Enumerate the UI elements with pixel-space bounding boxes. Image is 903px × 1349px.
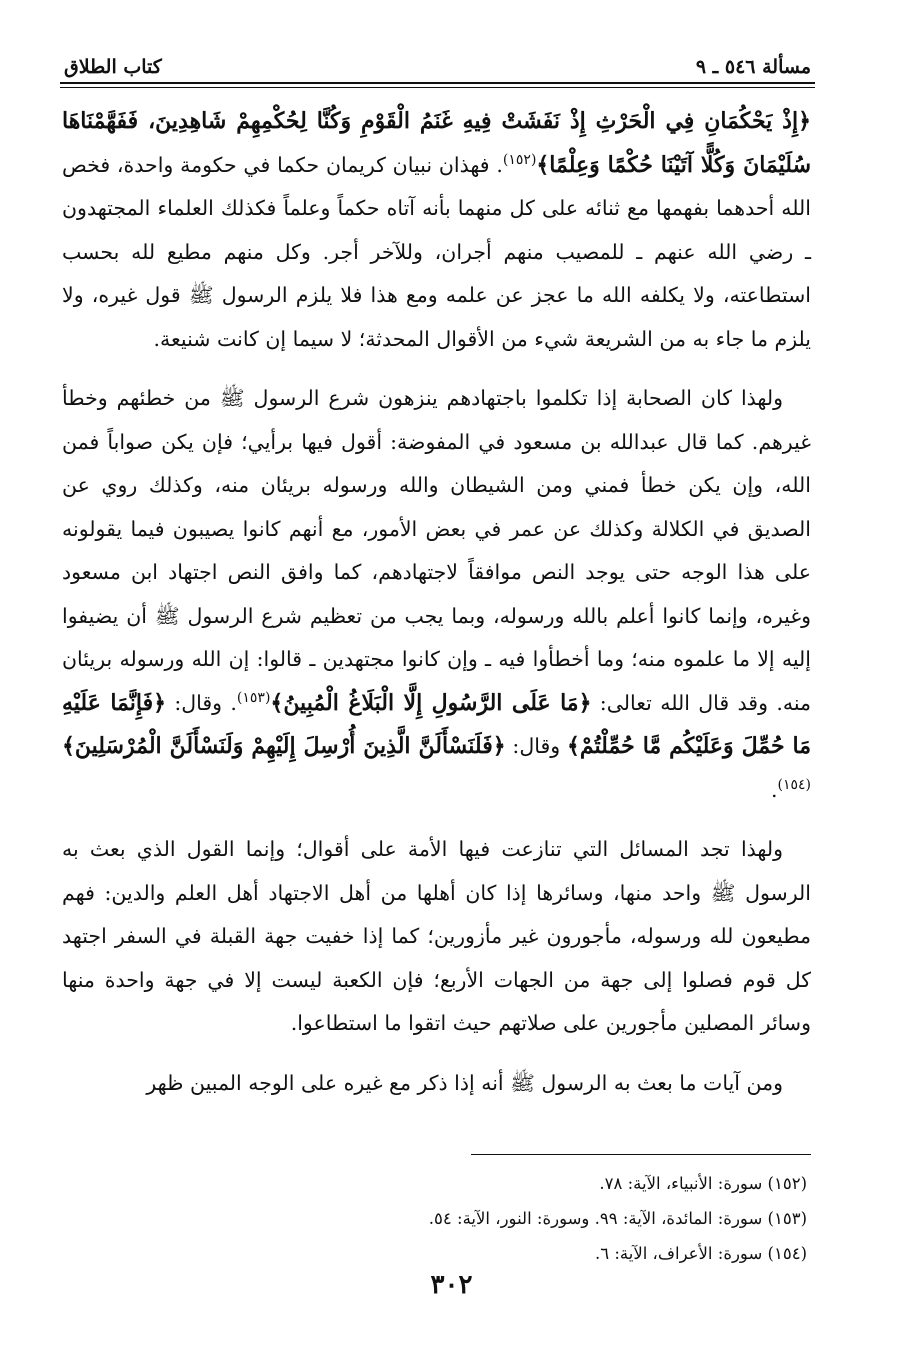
quran-verse: ﴿فَلَنَسْأَلَنَّ الَّذِينَ أُرْسِلَ إِلَيْهِمْ وَلَنَسْأَلَنَّ الْمُرْسَلِينَ﴾	[62, 733, 506, 759]
paragraph-text: وقال:	[505, 734, 567, 758]
running-head	[64, 44, 811, 78]
paragraph-text: .	[770, 777, 778, 802]
paragraph	[62, 828, 811, 1046]
paragraph-text: . وقال:	[165, 690, 237, 715]
book-title: كتاب الطلاق	[64, 56, 162, 78]
footnote-reference: (١٥٣)	[236, 689, 271, 706]
quran-verse: ﴿مَا عَلَى الرَّسُولِ إِلَّا الْبَلَاغُ الْمُبِينُ﴾	[270, 689, 592, 716]
quran-verse: ﴿فَإِنَّمَا عَلَيْهِ مَا حُمِّلَ وَعَلَيْكُم مَّا حُمِّلْتُمْ﴾	[62, 689, 811, 759]
footnote-rule	[471, 1154, 811, 1155]
quran-verse: ﴿إِذْ يَحْكُمَانِ فِي الْحَرْثِ إِذْ نَفَشَتْ فِيهِ غَنَمُ الْقَوْمِ وَكُنَّا لِحُكْمِهِمْ شَاهِدِينَ، فَفَهَّمْنَاهَا سُلَيْمَانَ وَكُلًّا آتَيْنَا حُكْمًا وَعِلْمًا﴾	[62, 108, 811, 178]
footnotes	[62, 1166, 807, 1271]
footnote: (١٥٢) سورة: الأنبياء، الآية: ٧٨.	[599, 1174, 807, 1193]
paragraph-text: . فهذان نبيان كريمان حكما في حكومة واحدة، فخص الله أحدهما بفهمها مع ثنائه على كل منهما بأنه آتاه حكماً وعلماً فكذلك العلماء المجتهدون ـ رضي الله عنهم ـ للمصيب منهم أجران، وللآخر أجر. وكل منهم مطيع لله بحسب استطاعته، ولا يكلفه الله ما عجز عن علمه ومع هذا فلا يلزم الرسول ﷺ قول غيره، ولا يلزم ما جاء به من الشريعة شيء من الأقوال المحدثة؛ لا سيما إن كانت شنيعة.	[62, 152, 811, 351]
paragraph	[62, 377, 811, 812]
header-rule-thick	[60, 82, 815, 84]
footnote: (١٥٤) سورة: الأعراف، الآية: ٦.	[594, 1244, 807, 1263]
body-text	[62, 100, 811, 1105]
paragraph	[62, 1062, 811, 1106]
paragraph	[62, 100, 811, 361]
footnote: (١٥٣) سورة: المائدة، الآية: ٩٩. وسورة: النور، الآية: ٥٤.	[428, 1209, 807, 1228]
paragraph-text: ومن آيات ما بعث به الرسول ﷺ أنه إذا ذكر مع غيره على الوجه المبين ظهر	[146, 1070, 783, 1095]
header-rule-thin	[60, 87, 815, 88]
section-label: مسألة ٥٤٦ ـ ٩	[695, 56, 811, 78]
page-number: ٣٠٢	[430, 1270, 473, 1300]
footnote-reference: (١٥٤)	[777, 776, 811, 793]
paragraph-text: ولهذا كان الصحابة إذا تكلموا باجتهادهم ينزهون شرع الرسول ﷺ من خطئهم وخطأ غيرهم. كما قال عبدالله بن مسعود في المفوضة: أقول فيها برأيي؛ فإن يكن صواباً فمن الله، وإن يكن خطأ فمني ومن الشيطان والله ورسوله بريئان منه، وكذلك روي عن الصديق في الكلالة وكذلك عن عمر في بعض الأمور، مع أنهم كانوا يصيبون فيما يقولونه على هذا الوجه حتى يوجد النص موافقاً لاجتهادهم، كما وافق النص اجتهاد ابن مسعود وغيره، وإنما كانوا أعلم بالله ورسوله، وبما يجب من تعظيم شرع الرسول ﷺ أن يضيفوا إليه إلا ما علموه منه؛ وما أخطأوا فيه ـ وإن كانوا مجتهدين ـ قالوا: إن الله ورسوله بريئان منه. وقد قال الله تعالى:	[62, 386, 811, 715]
footnote-reference: (١٥٢)	[502, 151, 537, 168]
paragraph-text: ولهذا تجد المسائل التي تنازعت فيها الأمة على أقوال؛ وإنما القول الذي بعث به الرسول ﷺ واحد منها، وسائرها إذا كان أهلها من أهل الاجتهاد أهل العلم والدين: فهم مطيعون لله ورسوله، مأجورون غير مأزورين؛ كما إذا خفيت جهة القبلة في السفر اجتهد كل قوم فصلوا إلى جهة من الجهات الأربع؛ فإن الكعبة ليست إلا في جهة واحدة منها وسائر المصلين مأجورين على صلاتهم حيث اتقوا ما استطاعوا.	[62, 837, 811, 1035]
